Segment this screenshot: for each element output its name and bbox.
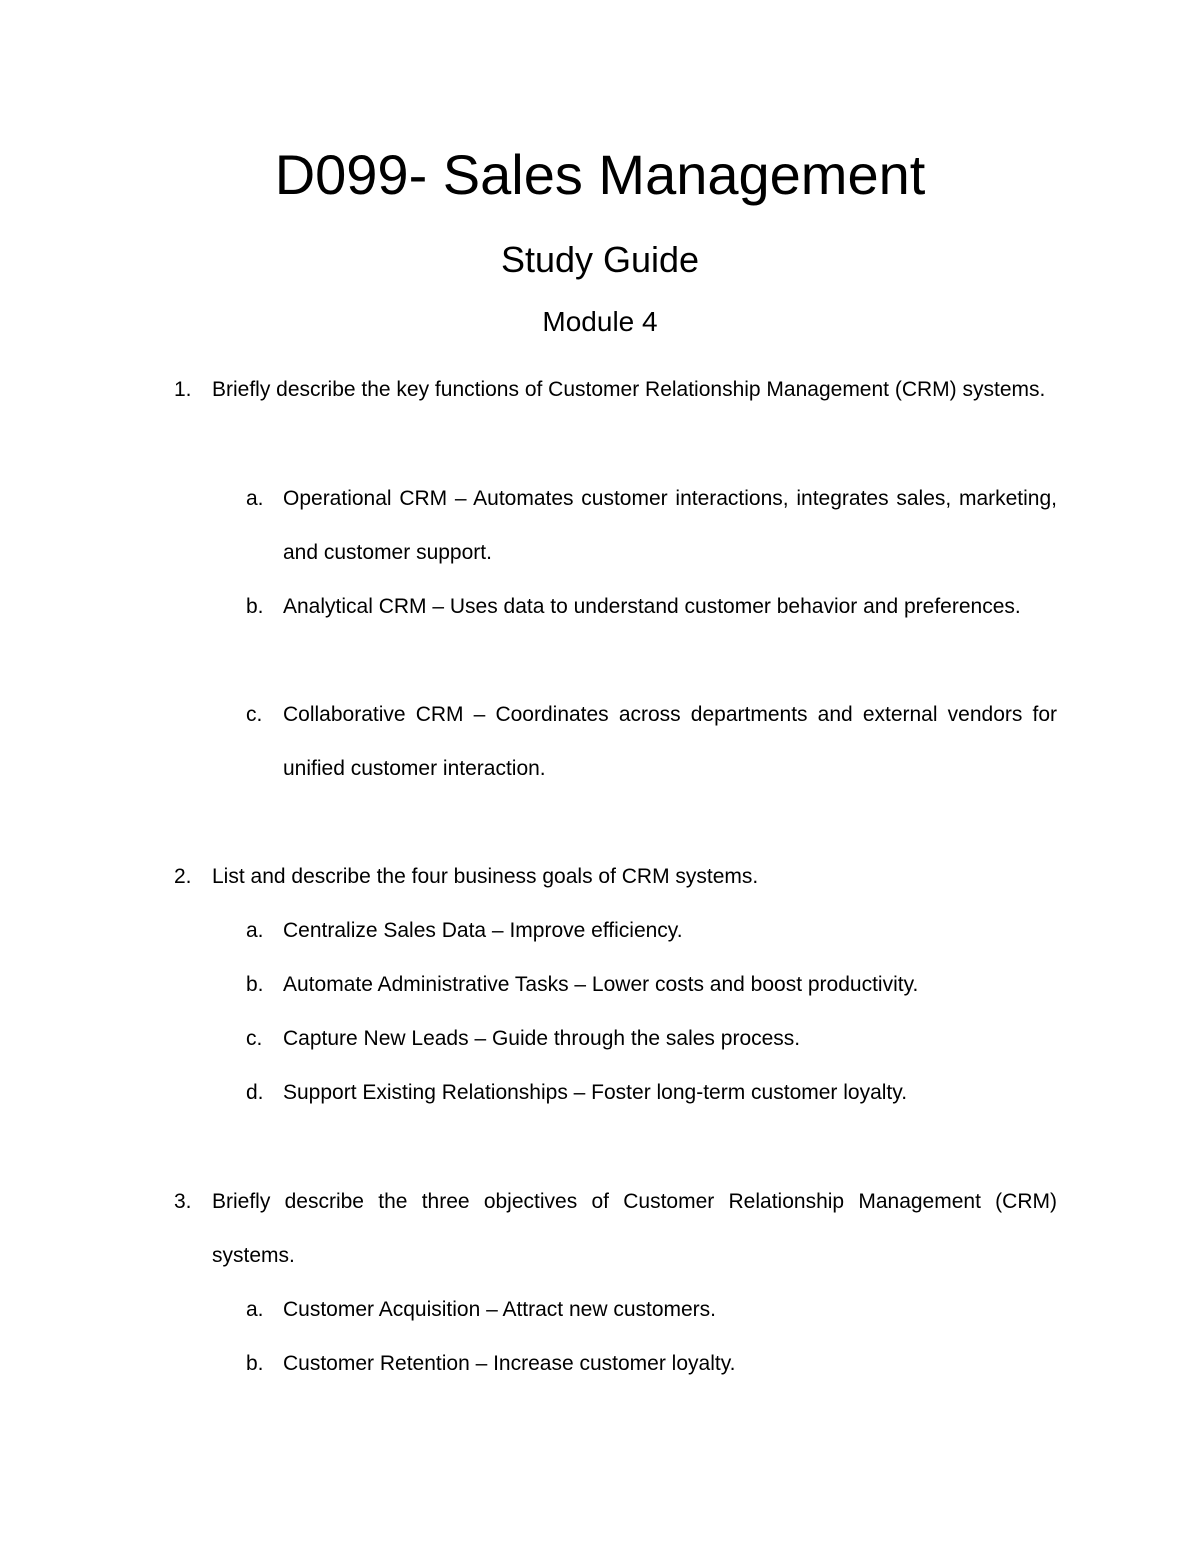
answer-letter: a. bbox=[246, 919, 264, 942]
question-number: 2. bbox=[174, 865, 192, 888]
question-text: List and describe the four business goals of CRM systems. bbox=[212, 865, 759, 888]
answer-text: Operational CRM – Automates customer interactions, integrates sales, marketing, and customer support. bbox=[283, 487, 1057, 564]
answer-letter: b. bbox=[246, 595, 264, 618]
answer-letter: d. bbox=[246, 1081, 264, 1104]
question-text: Briefly describe the key functions of Customer Relationship Management (CRM) systems. bbox=[212, 378, 1046, 401]
question-number: 3. bbox=[174, 1190, 192, 1213]
question-text: Briefly describe the three objectives of Customer Relationship Management (CRM) systems. bbox=[212, 1190, 1057, 1267]
answer-letter: c. bbox=[246, 1027, 263, 1050]
module-heading: Module 4 bbox=[542, 306, 658, 337]
answer-text: Support Existing Relationships – Foster long-term customer loyalty. bbox=[283, 1081, 908, 1104]
question-number: 1. bbox=[174, 378, 192, 401]
answer-letter: b. bbox=[246, 973, 264, 996]
answer-text: Customer Acquisition – Attract new customers. bbox=[283, 1298, 717, 1321]
answer-text: Capture New Leads – Guide through the sales process. bbox=[283, 1027, 801, 1050]
answer-text: Centralize Sales Data – Improve efficiency. bbox=[283, 919, 683, 942]
answer-letter: b. bbox=[246, 1352, 264, 1375]
answer-text: Customer Retention – Increase customer loyalty. bbox=[283, 1352, 736, 1375]
document-title: D099- Sales Management bbox=[274, 143, 926, 206]
document-subtitle: Study Guide bbox=[500, 239, 700, 280]
answer-letter: a. bbox=[246, 1298, 264, 1321]
answer-text: Automate Administrative Tasks – Lower costs and boost productivity. bbox=[283, 973, 919, 996]
answer-text: Collaborative CRM – Coordinates across departments and external vendors for unified customer interaction. bbox=[283, 703, 1057, 780]
answer-letter: c. bbox=[246, 703, 263, 726]
answer-text: Analytical CRM – Uses data to understand customer behavior and preferences. bbox=[283, 595, 1021, 618]
answer-letter: a. bbox=[246, 487, 264, 510]
